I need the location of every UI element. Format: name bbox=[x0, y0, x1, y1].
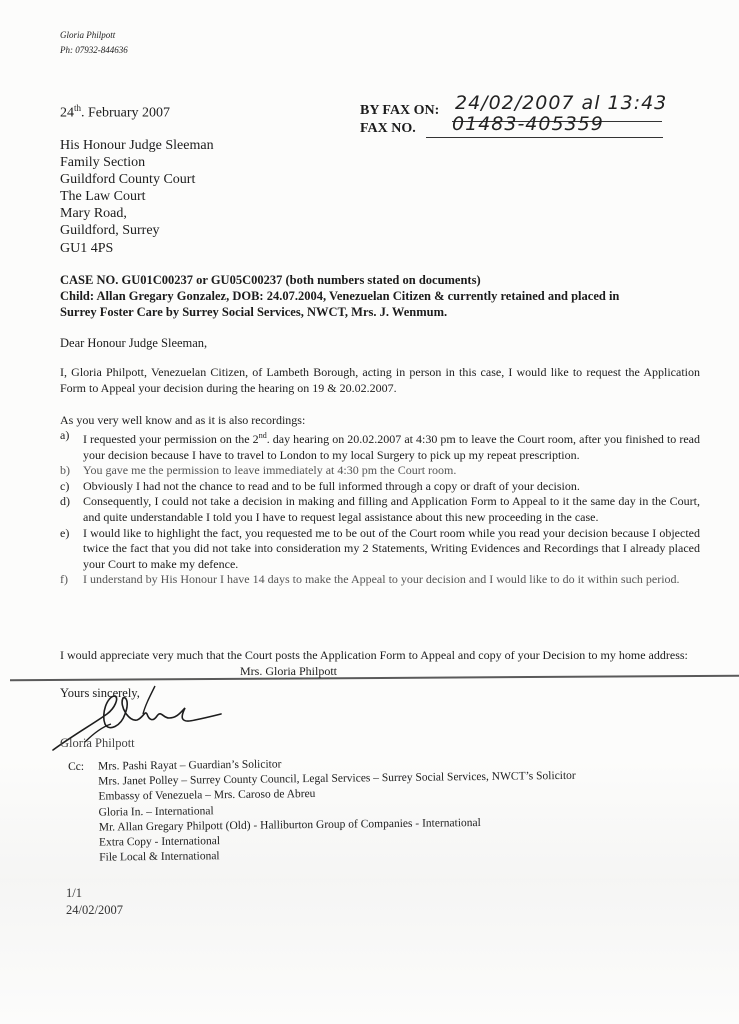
closing: Yours sincerely, bbox=[60, 686, 140, 700]
cc-label: Cc: bbox=[68, 760, 85, 773]
addressee-line: Guildford County Court bbox=[60, 172, 196, 188]
footer-date: 24/02/2007 bbox=[66, 903, 123, 917]
fax-on-label: BY FAX ON: bbox=[360, 103, 440, 118]
salutation: Dear Honour Judge Sleeman, bbox=[60, 336, 208, 350]
sender-name: Gloria Philpott bbox=[60, 30, 116, 40]
cc-list bbox=[68, 754, 577, 867]
addressee-line: Guildford, Surrey bbox=[60, 223, 160, 239]
paragraph-intro: As you very well know and as it is also recordings: bbox=[60, 413, 306, 427]
addressee-line: GU1 4PS bbox=[60, 240, 114, 256]
list-item: b) You gave me the permission to leave immediately at 4:30 pm the Court room. bbox=[60, 463, 457, 478]
page-number: 1/1 bbox=[66, 886, 82, 900]
signatory-name: Gloria Philpott bbox=[60, 736, 135, 750]
paragraph-request: I, Gloria Philpott, Venezuelan Citizen, of Lambeth Borough, acting in person in this case, I would like to request the Application Form to Appeal your decision during the hearing on 19 & 20.02.2007. bbox=[60, 365, 700, 395]
fax-number-handwritten: 01483-405359 bbox=[452, 113, 604, 135]
case-child-line: Child: Allan Gregary Gonzalez, DOB: 24.07.2004, Venezuelan Citizen & currently retained and placed in bbox=[60, 289, 620, 303]
fax-number-underline bbox=[426, 137, 663, 138]
cc-recipient: Mr. Allan Gregary Philpott (Old) - Halliburton Group of Companies - International bbox=[98, 816, 481, 834]
fax-number-label: FAX NO. bbox=[360, 121, 416, 136]
letter-date: 24th. February 2007 bbox=[60, 103, 171, 121]
addressee-line: The Law Court bbox=[60, 189, 146, 205]
addressee-block bbox=[60, 137, 214, 257]
fold-line bbox=[10, 675, 739, 681]
cc-recipient: Gloria In. – International bbox=[98, 804, 214, 819]
case-number: CASE NO. GU01C00237 or GU05C00237 (both numbers stated on documents) bbox=[60, 273, 481, 287]
cc-recipient: Mrs. Janet Polley – Surrey County Council, Legal Services – Surrey Social Services, NWCT’s Solicitor bbox=[98, 770, 576, 788]
case-reference bbox=[60, 272, 619, 320]
home-address-name: Mrs. Gloria Philpott bbox=[240, 664, 338, 678]
list-item: d) Consequently, I could not take a decision in making and filling and Application Form to Appeal to it the same day in the Court, and quite understandable I told you I have to request legal assistance about this new proceeding in the case. bbox=[60, 494, 700, 524]
addressee-line: Family Section bbox=[60, 155, 146, 171]
points-list bbox=[60, 428, 700, 588]
list-item: e) I would like to highlight the fact, you requested me to be out of the Court room while you read your decision because I objected twice the fact that you did not take into consideration my 2 Statements, Writing Evidences and Recordings that I already placed your Court to make my defence. bbox=[60, 525, 700, 571]
case-child-line-2: Surrey Foster Care by Surrey Social Services, NWCT, Mrs. J. Wenmum. bbox=[60, 305, 448, 319]
addressee-line: Mary Road, bbox=[60, 206, 127, 222]
cc-recipient: File Local & International bbox=[99, 850, 220, 864]
addressee-line: His Honour Judge Sleeman bbox=[60, 138, 214, 153]
cc-recipient: Mrs. Pashi Rayat – Guardian’s Solicitor bbox=[98, 758, 282, 773]
list-item: c) Obviously I had not the chance to read and to be full informed through a copy or draft of your decision. bbox=[60, 478, 580, 493]
list-item: f) I understand by His Honour I have 14 days to make the Appeal to your decision and I would like to do it within such period. bbox=[60, 572, 680, 587]
sender-phone: Ph: 07932-844636 bbox=[60, 45, 128, 55]
cc-recipient: Extra Copy - International bbox=[98, 835, 221, 849]
cc-recipient: Embassy of Venezuela – Mrs. Caroso de Abreu bbox=[98, 788, 316, 804]
list-item: a) I requested your permission on the 2nd. day hearing on 20.02.2007 at 4:30 pm to leave the Court room, after you finished to read your decision because I have to travel to London to my local Surgery to pick up my repeat prescription. bbox=[60, 428, 701, 462]
fax-date-handwritten: 24/02/2007 al 13:43 bbox=[455, 92, 668, 114]
paragraph-closing-request: I would appreciate very much that the Court posts the Application Form to Appeal and copy of your Decision to my home address: bbox=[60, 648, 688, 662]
